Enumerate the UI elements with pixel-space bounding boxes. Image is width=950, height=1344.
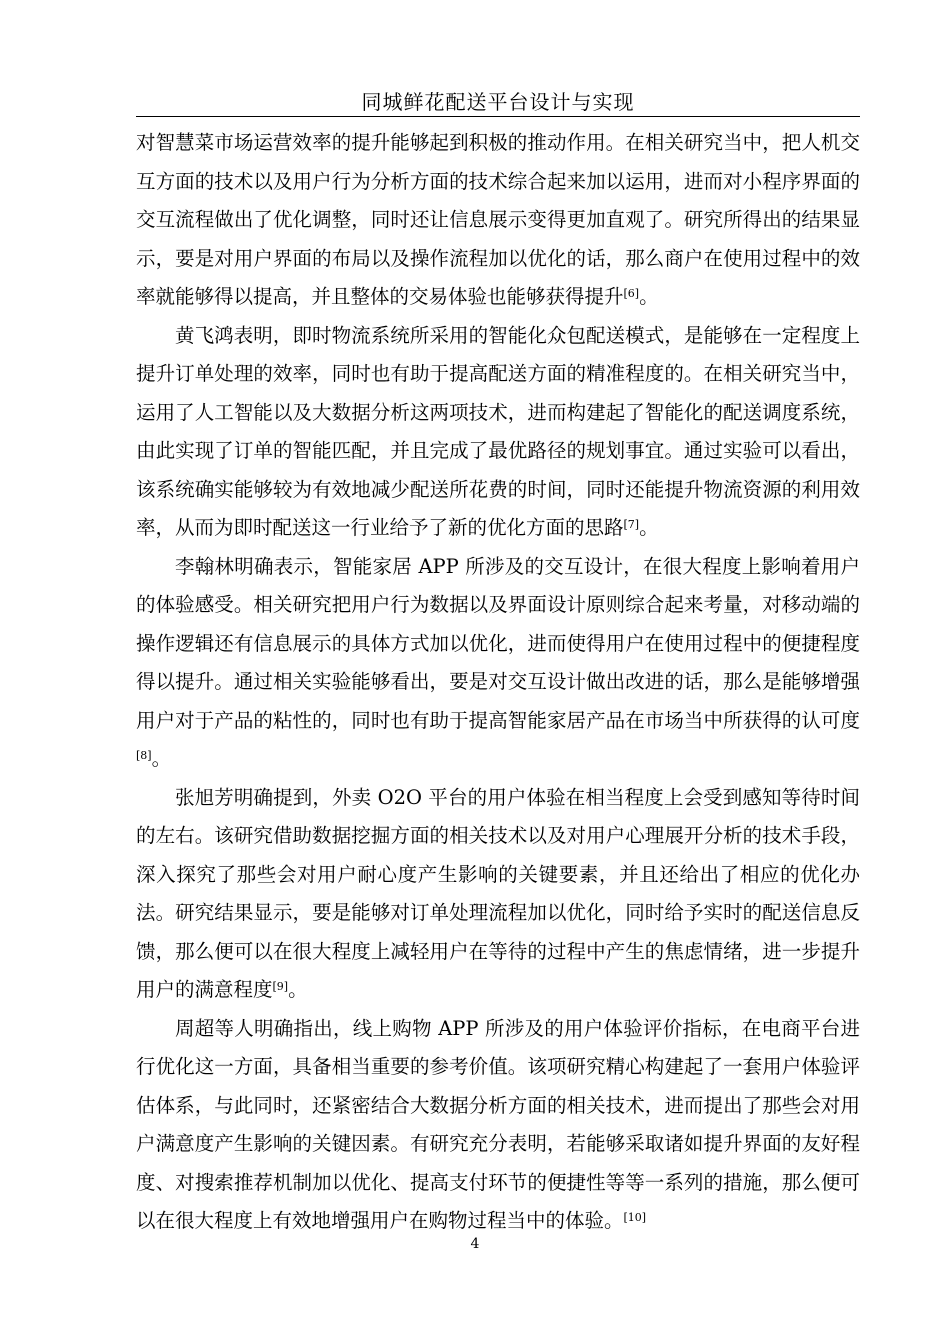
paragraph	[136, 548, 860, 779]
paragraph	[136, 317, 860, 548]
citation-marker: [9]	[272, 980, 289, 993]
citation-marker: [6]	[623, 287, 640, 300]
paragraph-text: 李翰林明确表示，智能家居 APP 所涉及的交互设计，在很大程度上影响着用户的体验感受。相关研究把用户行为数据以及界面设计原则综合起来考量，对移动端的操作逻辑还有信息展示的具体方式加以优化，进而使得用户在使用过程中的便捷程度得以提升。通过相关实验能够看出，要是对交互设计做出改进的话，那么是能够增强用户对于产品的粘性的，同时也有助于提高智能家居产品在市场当中所获得的认可度	[136, 554, 860, 732]
citation-marker: [8]	[136, 749, 152, 762]
citation-marker: [7]	[623, 518, 640, 531]
paragraph	[136, 779, 860, 1010]
paragraph-tail: 。	[639, 516, 659, 539]
paragraph-text: 周超等人明确指出，线上购物 APP 所涉及的用户体验评价指标，在电商平台进行优化这一方面，具备相当重要的参考价值。该项研究精心构建起了一套用户体验评估体系，与此同时，还紧密结合大数据分析方面的相关技术，进而提出了那些会对用户满意度产生影响的关键因素。有研究充分表明，若能够采取诸如提升界面的友好程度、对搜索推荐机制加以优化、提高支付环节的便捷性等等一系列的措施，那么便可以在很大程度上有效地增强用户在购物过程当中的体验。	[136, 1016, 860, 1232]
paragraph-text: 黄飞鸿表明，即时物流系统所采用的智能化众包配送模式，是能够在一定程度上提升订单处理的效率，同时也有助于提高配送方面的精准程度的。在相关研究当中，运用了人工智能以及大数据分析这两项技术，进而构建起了智能化的配送调度系统，由此实现了订单的智能匹配，并且完成了最优路径的规划事宜。通过实验可以看出，该系统确实能够较为有效地减少配送所花费的时间，同时还能提升物流资源的利用效率，从而为即时配送这一行业给予了新的优化方面的思路	[136, 323, 860, 539]
header-title: 同城鲜花配送平台设计与实现	[361, 90, 635, 114]
paragraph-tail: 。	[639, 285, 659, 308]
paragraph-tail: 。	[151, 747, 172, 770]
paragraph-tail: 。	[288, 978, 308, 1001]
document-body	[136, 124, 860, 1241]
page-number: 4	[470, 1236, 480, 1252]
paragraph-text: 对智慧菜市场运营效率的提升能够起到积极的推动作用。在相关研究当中，把人机交互方面的技术以及用户行为分析方面的技术综合起来加以运用，进而对小程序界面的交互流程做出了优化调整，同时还让信息展示变得更加直观了。研究所得出的结果显示，要是对用户界面的布局以及操作流程加以优化的话，那么商户在使用过程中的效率就能够得以提高，并且整体的交易体验也能够获得提升	[136, 131, 860, 308]
paragraph-text: 张旭芳明确提到，外卖 O2O 平台的用户体验在相当程度上会受到感知等待时间的左右。该研究借助数据挖掘方面的相关技术以及对用户心理展开分析的技术手段，深入探究了那些会对用户耐心度产生影响的关键要素，并且还给出了相应的优化办法。研究结果显示，要是能够对订单处理流程加以优化，同时给予实时的配送信息反馈，那么便可以在很大程度上减轻用户在等待的过程中产生的焦虑情绪，进一步提升用户的满意程度	[136, 785, 860, 1001]
page-header	[136, 88, 860, 117]
paragraph	[136, 124, 860, 317]
citation-marker: [10]	[623, 1211, 647, 1224]
paragraph	[136, 1010, 860, 1241]
